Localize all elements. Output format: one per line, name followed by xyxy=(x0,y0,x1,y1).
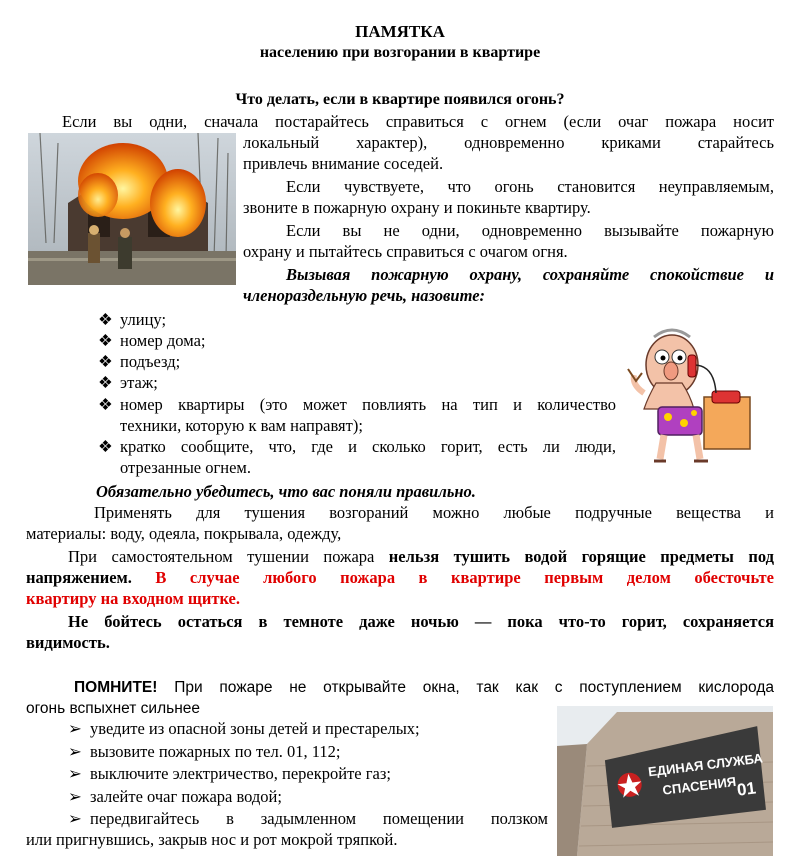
para6-line2: видимость. xyxy=(26,633,110,652)
para1-line2: локальный характер), одновременно криками старайтесь xyxy=(243,133,774,152)
list-item: ❖ этаж; xyxy=(98,373,158,392)
para4-line1: Применять для тушения возгораний можно любые подручные вещества и xyxy=(94,503,774,522)
list-item: ❖ номер дома; xyxy=(98,331,206,350)
rescue-service-building-photo xyxy=(557,706,773,856)
para1-line1: Если вы одни, сначала постарайтесь справиться с огнем (если очаг пожара носит xyxy=(62,112,774,131)
para3-line1: Если вы не одни, одновременно вызывайте пожарную xyxy=(286,221,774,240)
arrow-bullet-icon: ➢ xyxy=(68,764,82,783)
list-item-continuation: или пригнувшись, закрыв нос и рот мокрой тряпкой. xyxy=(26,830,398,849)
arrow-bullet-icon: ➢ xyxy=(68,742,82,761)
make-sure-note: Обязательно убедитесь, что вас поняли правильно. xyxy=(96,482,476,501)
diamond-bullet-icon: ❖ xyxy=(98,373,113,392)
call-instruction-line2: членораздельную речь, назовите: xyxy=(243,286,486,305)
diamond-bullet-icon: ❖ xyxy=(98,352,113,371)
para2-line1: Если чувствуете, что огонь становится неуправляемым, xyxy=(286,177,774,196)
list-item: ➢ уведите из опасной зоны детей и престарелых; xyxy=(68,719,420,738)
list-item: ❖ улицу; xyxy=(98,310,167,329)
diamond-bullet-icon: ❖ xyxy=(98,310,113,329)
para3-line2: охрану и пытайтесь справиться с очагом огня. xyxy=(243,242,568,261)
page-subtitle: населению при возгорании в квартире xyxy=(259,44,541,61)
list-item: ❖ кратко сообщите, что, где и сколько горит, есть ли люди, отрезанные огнем. xyxy=(98,437,616,477)
remember-line2: огонь вспыхнет сильнее xyxy=(26,700,200,717)
list-item: ➢ выключите электричество, перекройте газ; xyxy=(68,764,391,783)
arrow-bullet-icon: ➢ xyxy=(68,787,82,806)
list-item: ➢ залейте очаг пожара водой; xyxy=(68,787,282,806)
svg-text:01: 01 xyxy=(735,778,758,800)
list-item: ➢ вызовите пожарных по тел. 01, 112; xyxy=(68,742,341,761)
remember-line1: ПОМНИТЕ! При пожаре не открывайте окна, так как с поступлением кислорода xyxy=(74,679,774,696)
para6-line1: Не бойтесь остаться в темноте даже ночью — пока что-то горит, сохраняется xyxy=(68,612,774,631)
arrow-bullet-icon: ➢ xyxy=(68,719,82,738)
list-item: ❖ подъезд; xyxy=(98,352,181,371)
cartoon-man-phone-icon xyxy=(624,325,754,465)
arrow-bullet-icon: ➢ xyxy=(68,809,82,828)
para1-line3: привлечь внимание соседей. xyxy=(243,154,444,173)
list-item: ➢ передвигайтесь в задымленном помещении ползком xyxy=(68,809,548,828)
list-item: ❖ номер квартиры (это может повлиять на тип и количество техники, которую к вам направят); xyxy=(98,395,616,435)
section-heading: Что делать, если в квартире появился огонь? xyxy=(235,91,565,108)
svg-text:ЕДИНАЯ СЛУЖБА: ЕДИНАЯ СЛУЖБА xyxy=(647,750,764,780)
para5-line1: При самостоятельном тушении пожара нельзя тушить водой горящие предметы под xyxy=(68,547,774,566)
page-title: ПАМЯТКА xyxy=(355,22,445,41)
svg-text:СПАСЕНИЯ: СПАСЕНИЯ xyxy=(661,773,737,798)
fire-photo xyxy=(28,133,236,285)
para5-line2: напряжением. В случае любого пожара в квартире первым делом обесточьте xyxy=(26,568,774,587)
call-instruction-line1: Вызывая пожарную охрану, сохраняйте спокойствие и xyxy=(286,265,774,284)
para4-line2: материалы: воду, одеяла, покрывала, одежду, xyxy=(26,524,342,543)
para2-line2: звоните в пожарную охрану и покиньте квартиру. xyxy=(243,198,591,217)
diamond-bullet-icon: ❖ xyxy=(98,331,113,350)
diamond-bullet-icon: ❖ xyxy=(98,437,113,456)
para5-line3: квартиру на входном щитке. xyxy=(26,589,241,608)
diamond-bullet-icon: ❖ xyxy=(98,395,113,414)
